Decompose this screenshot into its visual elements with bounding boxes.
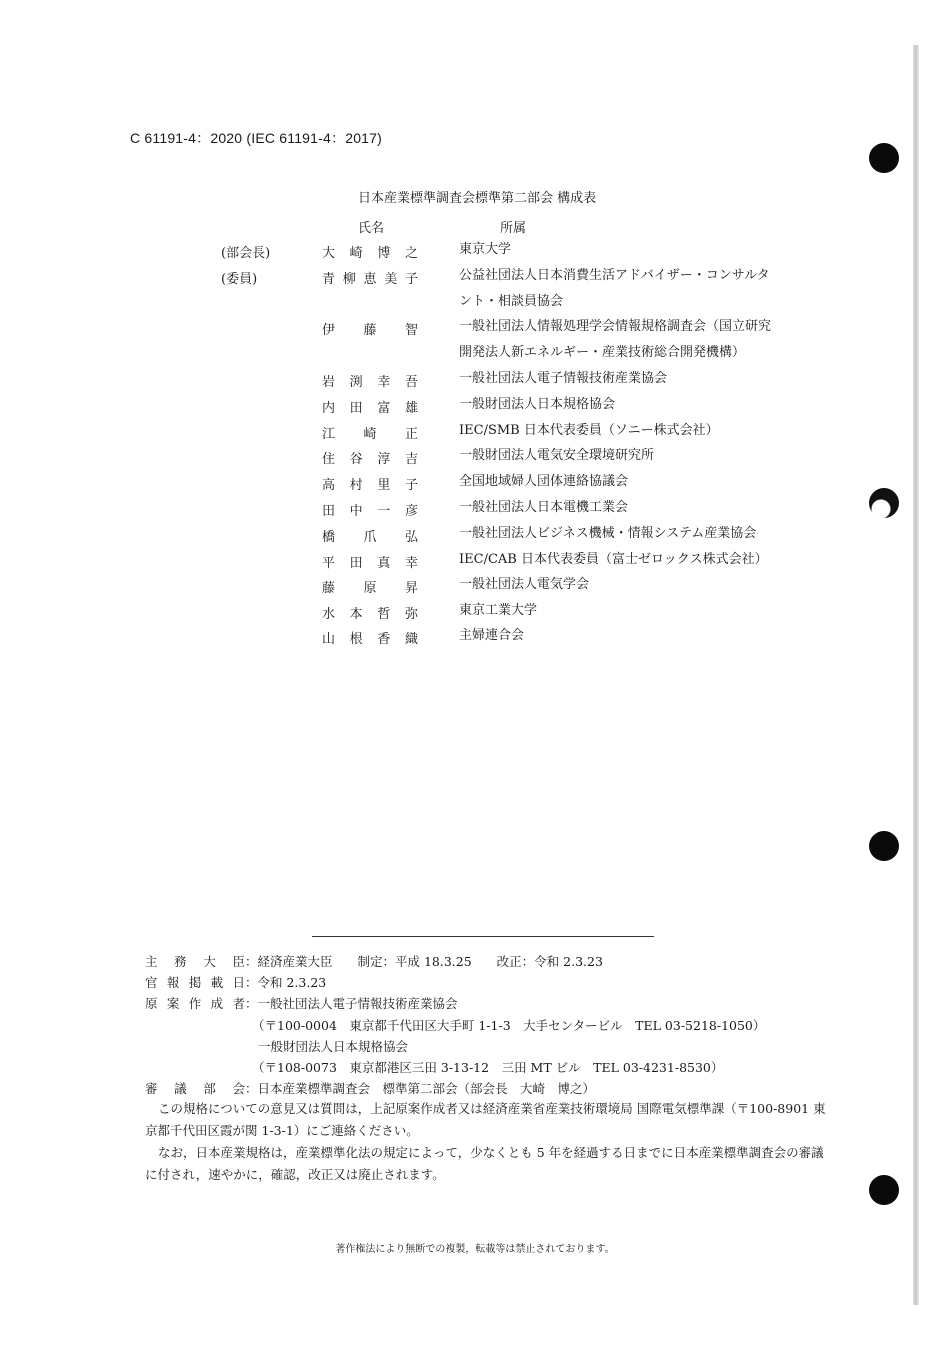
drafter-address-2: （〒108-0073 東京都港区三田 3-13-12 三田 MT ビル TEL 03-4231-8530） [252, 1060, 724, 1075]
member-name: 住谷淳吉 [322, 452, 418, 467]
member-affiliation: 東京工業大学 [459, 603, 538, 618]
member-affiliation: 主婦連合会 [459, 628, 525, 643]
minister-value: ：経済産業大臣 制定：平成 18.3.25 改正：令和 2.3.23 [245, 954, 603, 969]
punch-hole-3 [869, 831, 899, 861]
member-name: 山根香織 [322, 632, 418, 647]
member-affiliation: 全国地域婦人団体連絡協議会 [459, 474, 629, 489]
review-paragraph: なお，日本産業規格は，産業標準化法の規定によって，少なくとも 5 年を経過する日までに日本産業標準調査会の審議に付され，速やかに，確認，改正又は廃止されます。 [145, 1145, 824, 1182]
gazette-label: 官報掲載日 [145, 975, 245, 990]
minister-label: 主務大臣 [145, 954, 245, 969]
member-affiliation: IEC/SMB 日本代表委員（ソニー株式会社） [459, 423, 719, 438]
member-affiliation: 公益社団法人日本消費生活アドバイザー・コンサルタント・相談員協会 [459, 268, 770, 309]
member-affiliation: 一般財団法人電気安全環境研究所 [459, 448, 655, 463]
gazette-value: ：令和 2.3.23 [245, 975, 327, 990]
council-line [145, 1079, 595, 1097]
drafter-label: 原案作成者 [145, 996, 245, 1011]
drafter-line [145, 994, 458, 1012]
committee-title: 日本産業標準調査会標準第二部会 構成表 [358, 191, 597, 206]
member-name: 伊藤智 [322, 323, 418, 338]
affiliation-column-header: 所属 [500, 221, 527, 236]
scan-edge [913, 45, 919, 1305]
member-name: 江崎正 [322, 427, 418, 442]
member-name: 田中一彦 [322, 504, 418, 519]
member-name: 橋爪弘 [322, 530, 418, 545]
copyright-notice: 著作権法により無断での複製，転載等は禁止されております。 [335, 1244, 615, 1255]
member-role: (委員) [221, 272, 258, 287]
punch-hole-1 [869, 143, 899, 173]
member-affiliation: 一般社団法人ビジネス機械・情報システム産業協会 [459, 526, 757, 541]
member-name: 大崎博之 [322, 246, 418, 261]
punch-hole-2 [869, 488, 899, 518]
member-name: 内田富雄 [322, 401, 418, 416]
member-affiliation: IEC/CAB 日本代表委員（富士ゼロックス株式会社） [459, 552, 768, 567]
member-affiliation: 一般社団法人電気学会 [459, 577, 590, 592]
council-label: 審議部会 [145, 1081, 245, 1096]
drafter-value: ：一般社団法人電子情報技術産業協会 [245, 996, 458, 1011]
gazette-line [145, 973, 326, 991]
separator-rule [312, 936, 654, 937]
member-role: (部会長) [221, 246, 271, 261]
inquiry-paragraph: この規格についての意見又は質問は，上記原案作成者又は経済産業省産業技術環境局 国際電気標準課（〒100-8901 東京都千代田区霞が関 1-3-1）にご連絡ください。 [145, 1101, 826, 1138]
name-column-header: 氏名 [358, 221, 385, 236]
member-name: 藤原昇 [322, 581, 418, 596]
member-affiliation: 東京大学 [459, 242, 512, 257]
document-id: C 61191-4：2020 (IEC 61191-4：2017) [130, 130, 383, 146]
member-affiliation: 一般社団法人情報処理学会情報規格調査会（国立研究開発法人新エネルギー・産業技術総合開発機構） [459, 319, 772, 360]
member-name: 平田真幸 [322, 556, 418, 571]
minister-line [145, 952, 603, 970]
member-affiliation: 一般社団法人日本電機工業会 [459, 500, 629, 515]
member-affiliation: 一般社団法人電子情報技術産業協会 [459, 371, 668, 386]
member-name: 水本哲弥 [322, 607, 418, 622]
member-affiliation: 一般財団法人日本規格協会 [459, 397, 616, 412]
member-name: 高村里子 [322, 478, 418, 493]
council-value: ：日本産業標準調査会 標準第二部会（部会長 大崎 博之） [245, 1081, 596, 1096]
member-name: 青柳恵美子 [322, 272, 418, 287]
drafter-2: 一般財団法人日本規格協会 [258, 1039, 409, 1054]
punch-hole-4 [869, 1175, 899, 1205]
drafter-address-1: （〒100-0004 東京都千代田区大手町 1-1-3 大手センタービル TEL 03-5218-1050） [252, 1018, 766, 1033]
member-name: 岩渕幸吾 [322, 375, 418, 390]
